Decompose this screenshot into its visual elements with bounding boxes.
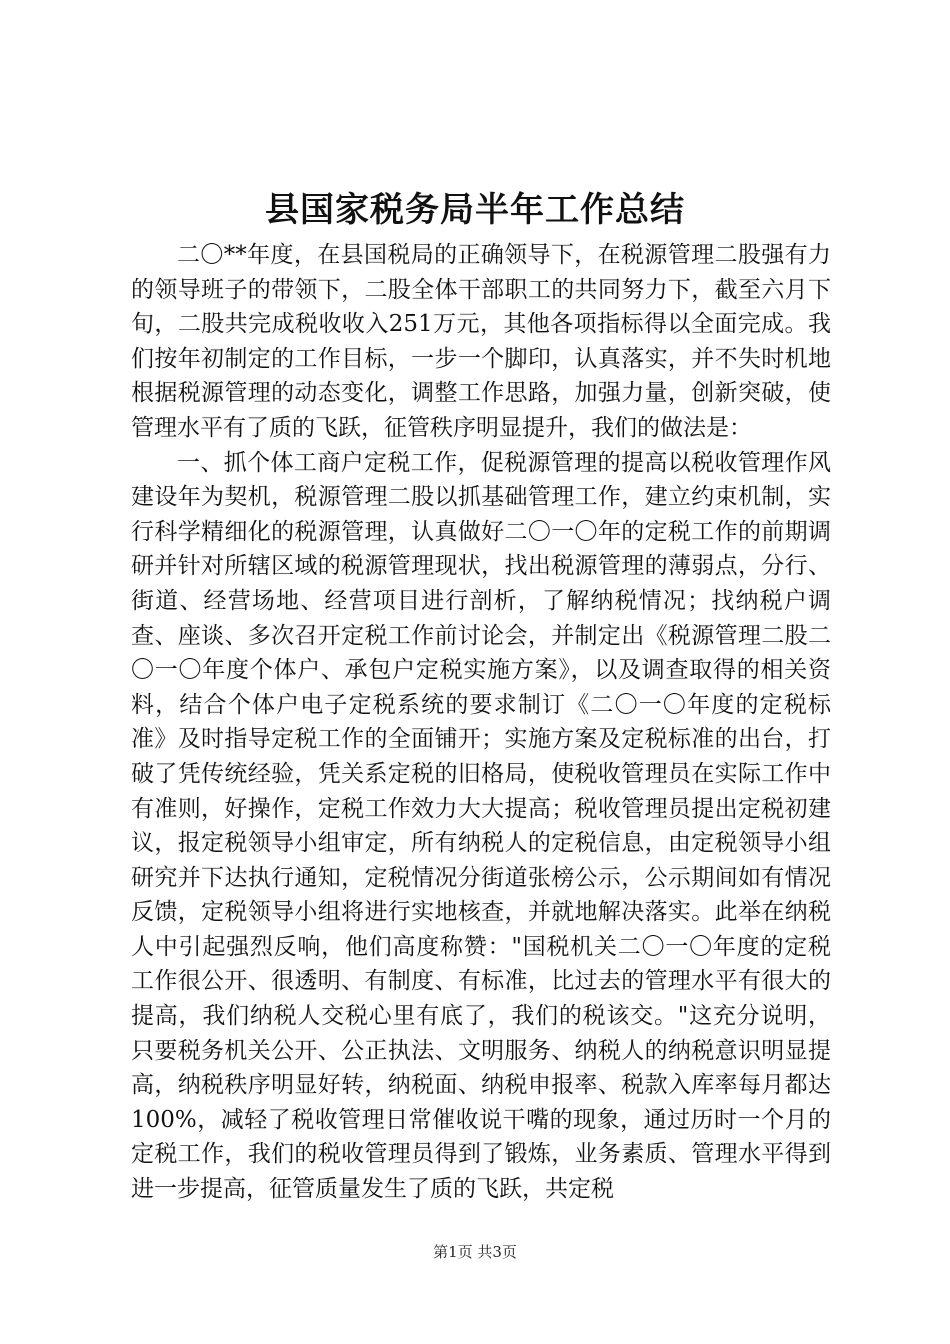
paragraph-section-1: 一、抓个体工商户定税工作，促税源管理的提高以税收管理作风建设年为契机，税源管理二股以抓基础管理工作，建立约束机制，实行科学精细化的税源管理，认真做好二〇一〇年的定税工作的前期调研并针对所辖区域的税源管理现状，找出税源管理的薄弱点，分行、街道、经营场地、经营项目进行剖析，了解纳税情况；找纳税户调查、座谈、多次召开定税工作前讨论会，并制定出《税源管理二股二〇一〇年度个体户、承包户定税实施方案》，以及调查取得的相关资料，结合个体户电子定税系统的要求制订《二〇一〇年度的定税标准》及时指导定税工作的全面铺开；实施方案及定税标准的出台，打破了凭传统经验，凭关系定税的旧格局，使税收管理员在实际工作中有准则，好操作，定税工作效力大大提高；税收管理员提出定税初建议，报定税领导小组审定，所有纳税人的定税信息，由定税领导小组研究并下达执行通知，定税情况分街道张榜公示，公示期间如有情况反馈，定税领导小组将进行实地核查，并就地解决落实。此举在纳税人中引起强烈反响，他们高度称赞："国税机关二〇一〇年度的定税工作很公开、很透明、有制度、有标准，比过去的管理水平有很大的提高，我们纳税人交税心里有底了，我们的税该交。"这充分说明，只要税务机关公开、公正执法、文明服务、纳税人的纳税意识明显提高，纳税秩序明显好转，纳税面、纳税申报率、税款入库率每月都达100%，减轻了税收管理日常催收说干嘴的现象，通过历时一个月的定税工作，我们的税收管理员得到了锻炼，业务素质、管理水平得到进一步提高，征管质量发生了质的飞跃，共定税 <box>131 449 831 1203</box>
document-title: 县国家税务局半年工作总结 <box>265 190 685 230</box>
paragraph-intro: 二〇**年度，在县国税局的正确领导下，在税源管理二股强有力的领导班子的带领下，二股全体干部职工的共同努力下，截至六月下旬，二股共完成税收收入251万元，其他各项指标得以全面完成。我们按年初制定的工作目标，一步一个脚印，认真落实，并不失时机地根据税源管理的动态变化，调整工作思路，加强力量，创新突破，使管理水平有了质的飞跃，征管秩序明显提升，我们的做法是： <box>131 242 831 441</box>
document-body <box>131 238 831 1207</box>
page-number-footer: 第1页 共3页 <box>433 1243 517 1261</box>
